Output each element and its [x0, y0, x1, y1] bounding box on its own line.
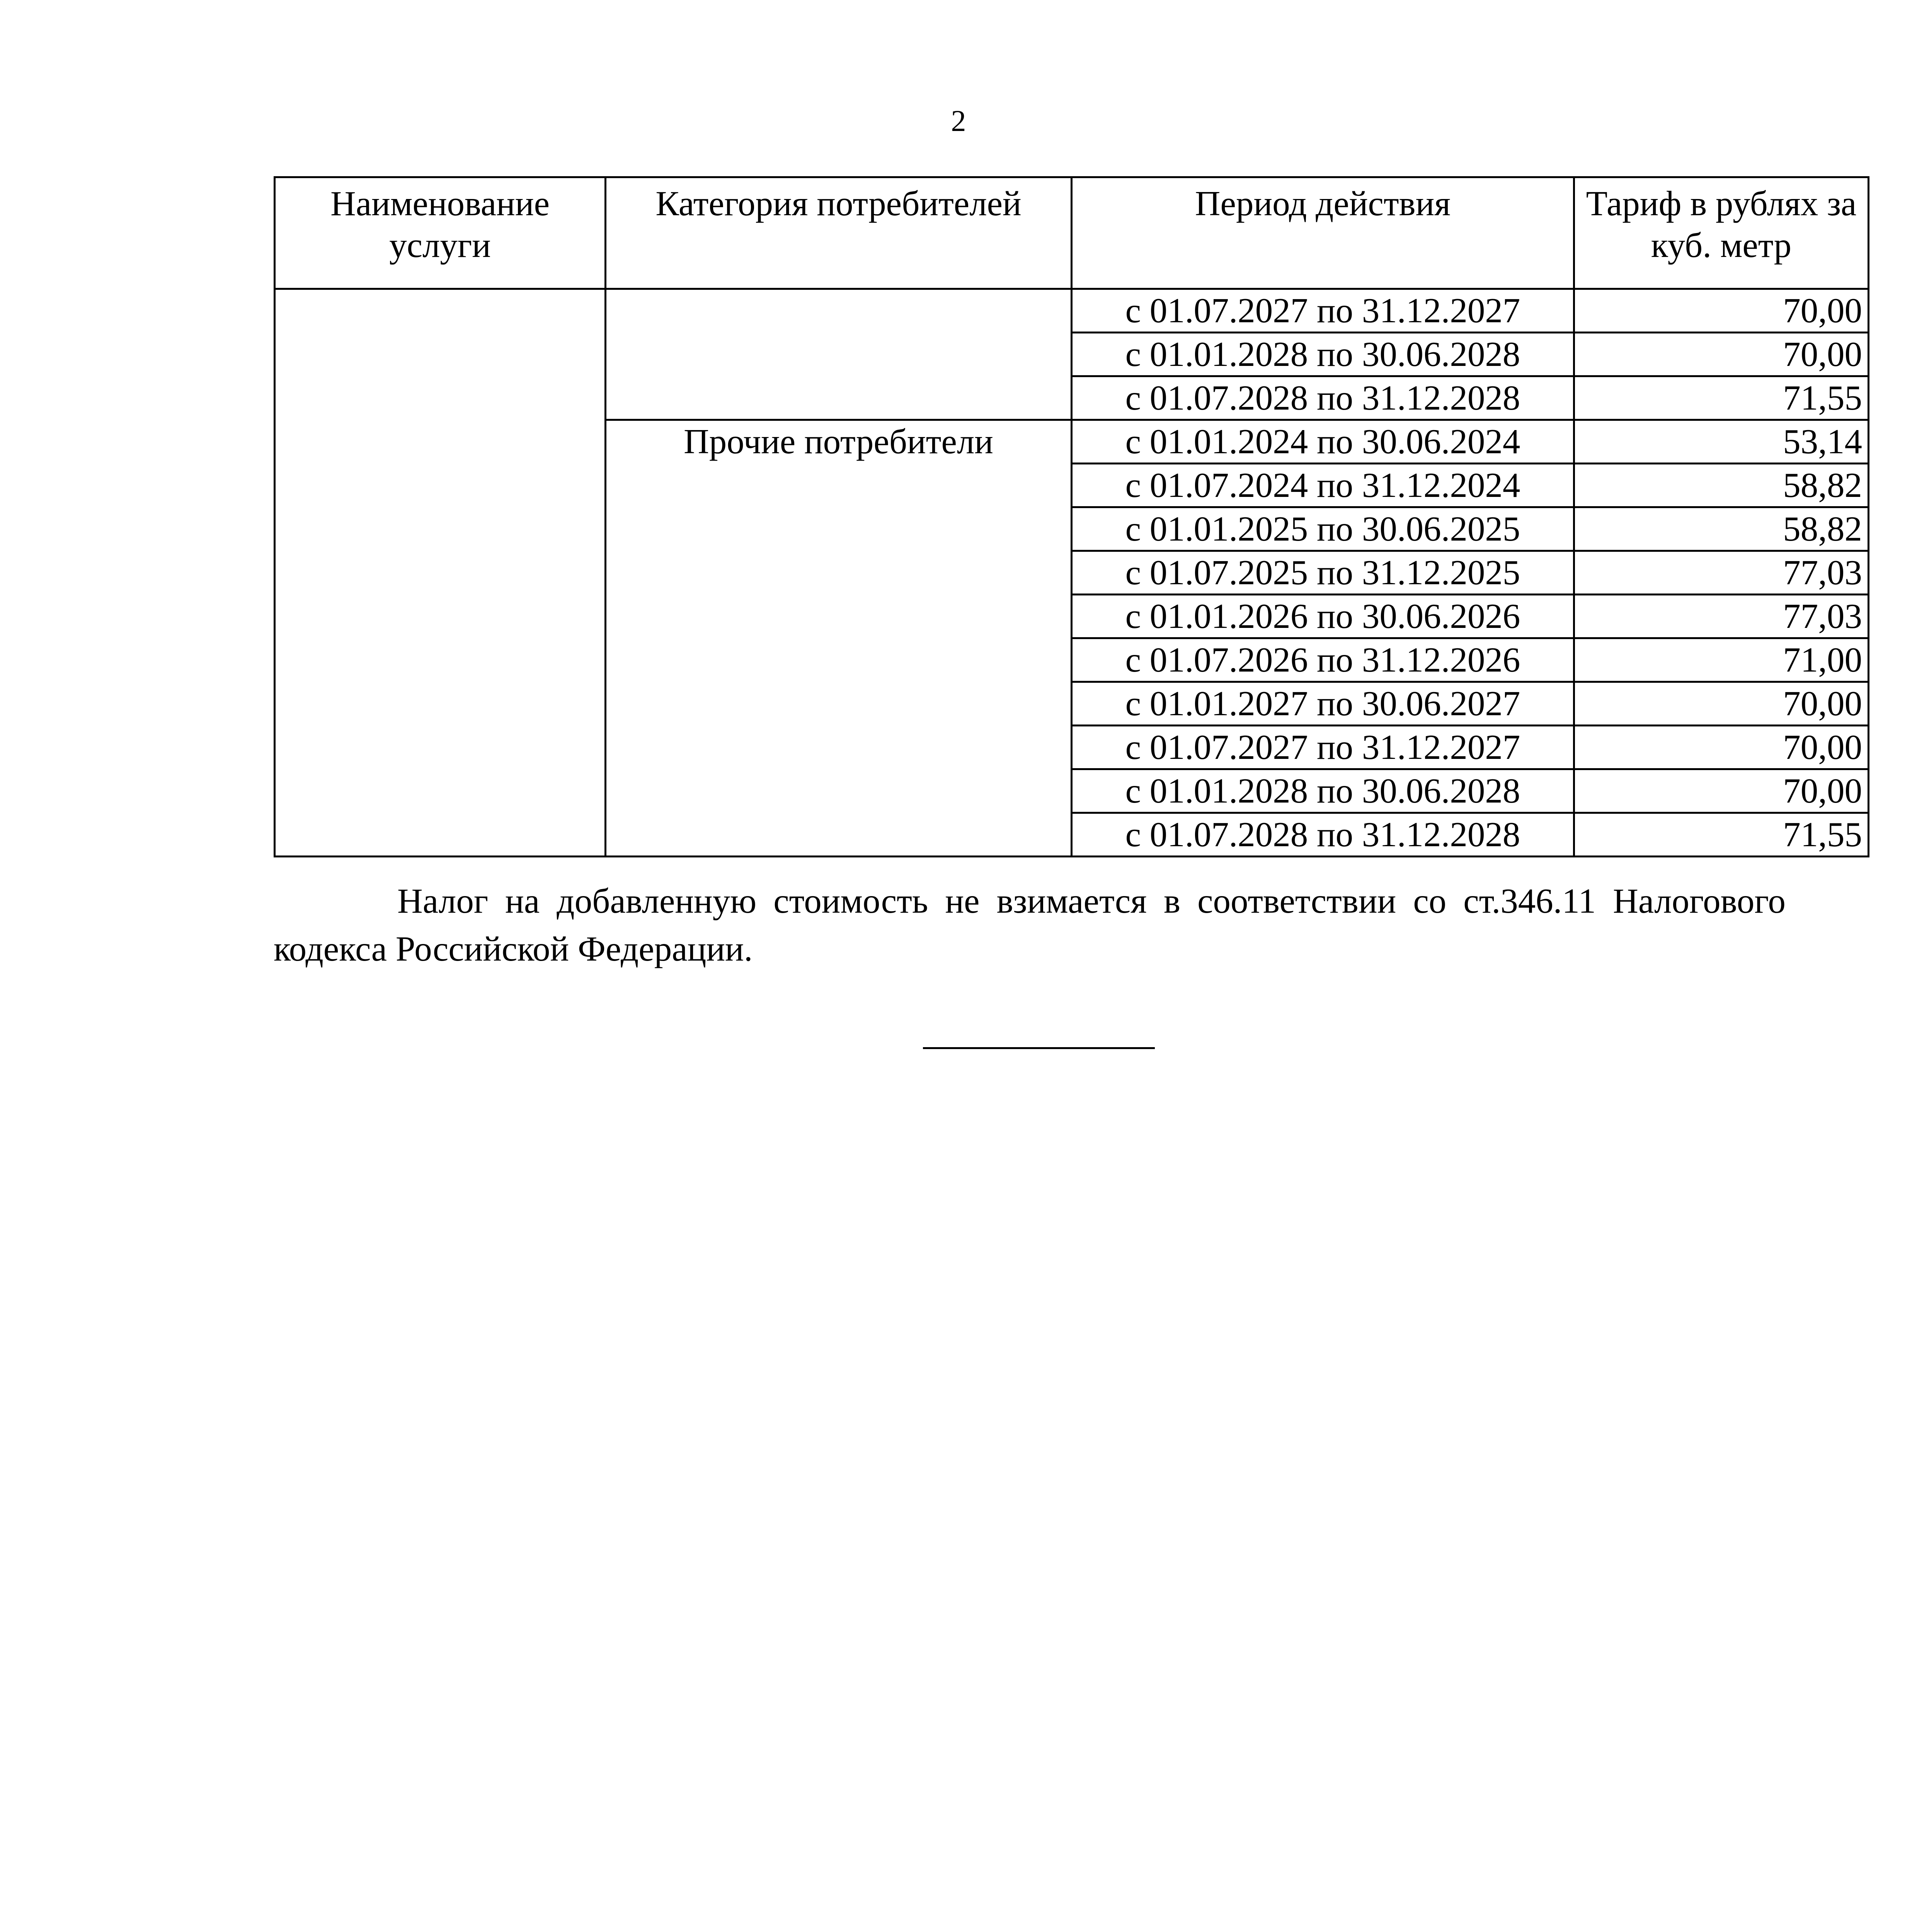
tariff-cell: 58,82: [1574, 507, 1869, 551]
period-cell: с 01.07.2026 по 31.12.2026: [1072, 638, 1574, 682]
period-cell: с 01.01.2025 по 30.06.2025: [1072, 507, 1574, 551]
end-divider: [923, 1047, 1155, 1049]
period-cell: с 01.07.2024 по 31.12.2024: [1072, 464, 1574, 507]
tariff-cell: 58,82: [1574, 464, 1869, 507]
table-row: [275, 289, 1869, 333]
period-cell: с 01.07.2027 по 31.12.2027: [1072, 289, 1574, 333]
tariff-cell: 70,00: [1574, 726, 1869, 769]
tariff-cell: 70,00: [1574, 289, 1869, 333]
header-period: Период действия: [1072, 177, 1574, 289]
period-cell: с 01.07.2028 по 31.12.2028: [1072, 376, 1574, 420]
category-cell: Прочие потребители: [606, 420, 1072, 857]
period-cell: с 01.01.2026 по 30.06.2026: [1072, 595, 1574, 638]
period-cell: с 01.01.2028 по 30.06.2028: [1072, 333, 1574, 376]
tariff-cell: 71,55: [1574, 813, 1869, 857]
header-category: Категория потребителей: [606, 177, 1072, 289]
tax-note: Налог на добавленную стоимость не взимается в соответствии со ст.346.11 Налогового кодекса Российской Федерации.: [274, 881, 1786, 968]
tariff-table: [274, 176, 1869, 857]
header-service: Наименование услуги: [275, 177, 606, 289]
period-cell: с 01.01.2027 по 30.06.2027: [1072, 682, 1574, 726]
tariff-cell: 70,00: [1574, 769, 1869, 813]
tariff-cell: 77,03: [1574, 595, 1869, 638]
page-number: 2: [951, 104, 966, 138]
tariff-cell: 71,00: [1574, 638, 1869, 682]
tariff-cell: 53,14: [1574, 420, 1869, 464]
table-header-row: [275, 177, 1869, 289]
tariff-cell: 70,00: [1574, 682, 1869, 726]
period-cell: с 01.01.2024 по 30.06.2024: [1072, 420, 1574, 464]
tariff-cell: 71,55: [1574, 376, 1869, 420]
tariff-cell: 70,00: [1574, 333, 1869, 376]
period-cell: с 01.07.2028 по 31.12.2028: [1072, 813, 1574, 857]
header-tariff: Тариф в рублях за куб. метр: [1574, 177, 1869, 289]
period-cell: с 01.07.2025 по 31.12.2025: [1072, 551, 1574, 595]
category-cell-continued: [606, 289, 1072, 420]
service-cell: [275, 289, 606, 857]
period-cell: с 01.07.2027 по 31.12.2027: [1072, 726, 1574, 769]
tariff-cell: 77,03: [1574, 551, 1869, 595]
period-cell: с 01.01.2028 по 30.06.2028: [1072, 769, 1574, 813]
